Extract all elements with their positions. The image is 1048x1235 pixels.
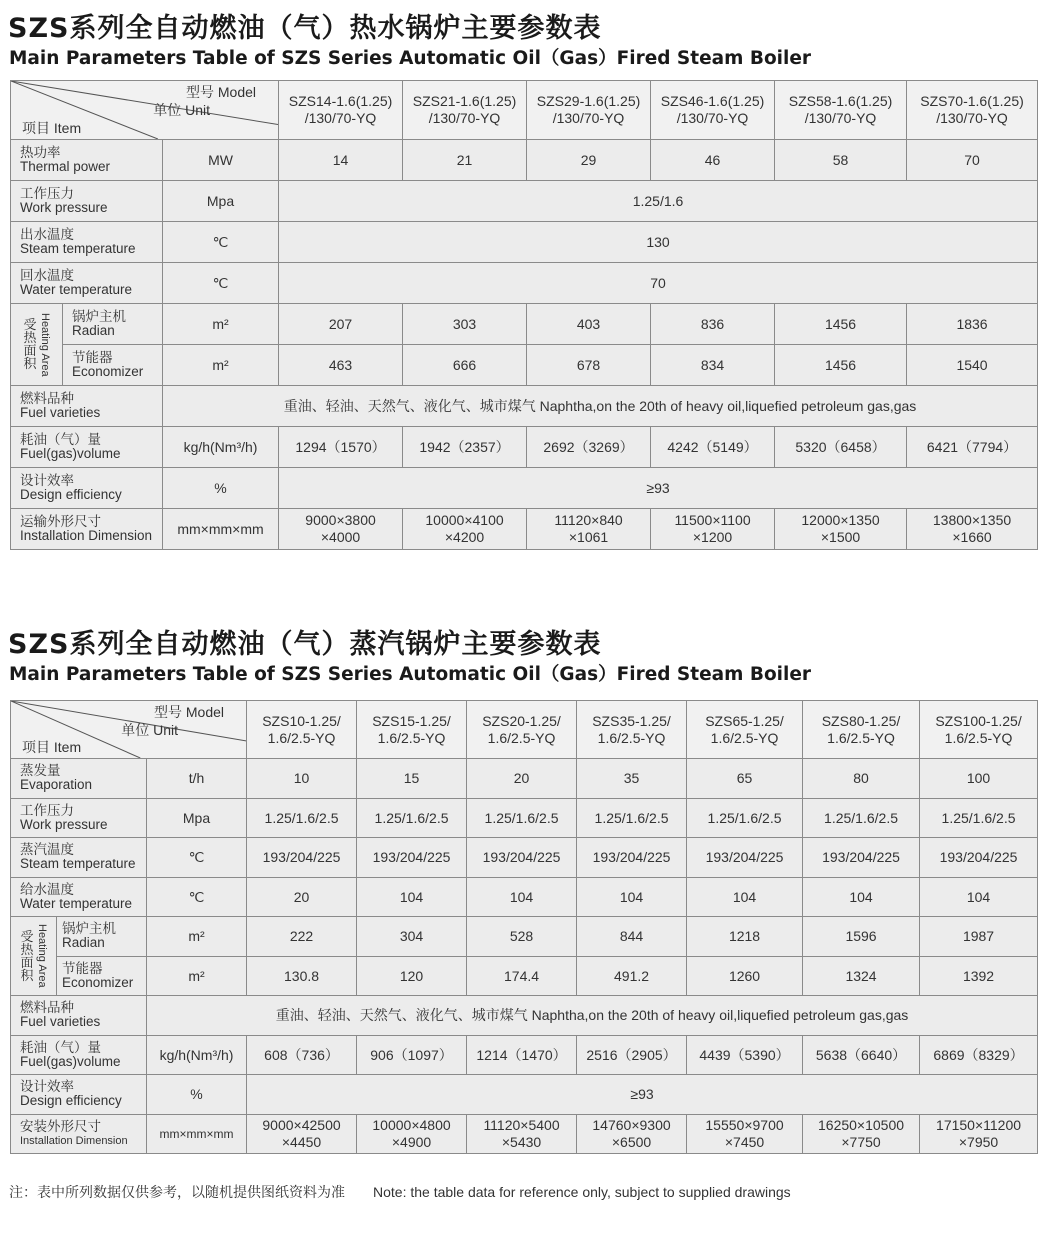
- header-item-label: 项目 Item: [22, 120, 82, 136]
- value-cell: 174.4: [467, 956, 577, 996]
- value-cell: 20: [247, 877, 357, 917]
- model-header: SZS80-1.25/ 1.6/2.5-YQ: [803, 701, 920, 759]
- value-cell: 104: [687, 877, 803, 917]
- value-cell: 20: [467, 759, 577, 799]
- fuel-varieties-cell: 重油、轻油、天然气、液化气、城市煤气 Naphtha,on the 20th of heavy oil,liquefied petroleum gas,gas: [163, 386, 1038, 427]
- footnote-en: Note: the table data for reference only, subject to supplied drawings: [373, 1184, 791, 1200]
- table-row: [11, 263, 1038, 304]
- hot-water-title-en: Main Parameters Table of SZS Series Automatic Oil（Gas）Fired Steam Boiler: [9, 48, 812, 69]
- value-cell: 21: [403, 140, 527, 181]
- value-cell: 1456: [775, 304, 907, 345]
- table-row: [11, 222, 1038, 263]
- table-row: [11, 1075, 1038, 1115]
- value-cell: 120: [357, 956, 467, 996]
- table-row: [11, 386, 1038, 427]
- value-cell: 463: [279, 345, 403, 386]
- value-cell: 10000×4100 ×4200: [403, 509, 527, 550]
- header-diagonal-cell: [11, 701, 247, 759]
- row-label: 耗油（气）量 Fuel(gas)volume: [11, 1035, 147, 1075]
- row-label: 燃料品种 Fuel varieties: [11, 996, 147, 1036]
- row-label: 给水温度 Water temperature: [11, 877, 147, 917]
- row-label: 运输外形尺寸 Installation Dimension: [11, 509, 163, 550]
- row-label: 出水温度 Steam temperature: [11, 222, 163, 263]
- row-label: 节能器 Economizer: [63, 345, 163, 386]
- heating-area-label: 受热面积 Heating Area: [11, 304, 63, 386]
- value-cell: 1.25/1.6/2.5: [577, 798, 687, 838]
- value-cell: 4439（5390）: [687, 1035, 803, 1075]
- value-cell: 10: [247, 759, 357, 799]
- table-row: [11, 759, 1038, 799]
- table-row: [11, 304, 1038, 345]
- value-cell: 1214（1470）: [467, 1035, 577, 1075]
- model-header: SZS21-1.6(1.25) /130/70-YQ: [403, 81, 527, 140]
- value-cell: 303: [403, 304, 527, 345]
- header-unit-label: 单位 Unit: [153, 102, 211, 118]
- value-cell: 1.25/1.6/2.5: [803, 798, 920, 838]
- row-label: 节能器 Economizer: [57, 956, 147, 996]
- unit-cell: ℃: [147, 838, 247, 878]
- value-cell: 104: [467, 877, 577, 917]
- unit-cell: mm×mm×mm: [147, 1114, 247, 1154]
- value-cell: 5638（6640）: [803, 1035, 920, 1075]
- value-cell: 1836: [907, 304, 1038, 345]
- value-cell: 17150×11200 ×7950: [920, 1114, 1038, 1154]
- table-row: [11, 1035, 1038, 1075]
- unit-cell: %: [147, 1075, 247, 1115]
- value-cell: 6421（7794）: [907, 427, 1038, 468]
- value-cell: 491.2: [577, 956, 687, 996]
- value-cell: 1.25/1.6/2.5: [687, 798, 803, 838]
- value-cell: 1294（1570）: [279, 427, 403, 468]
- value-cell: 29: [527, 140, 651, 181]
- value-cell: 834: [651, 345, 775, 386]
- value-cell: 193/204/225: [687, 838, 803, 878]
- value-cell: 1987: [920, 917, 1038, 957]
- value-cell: 14760×9300 ×6500: [577, 1114, 687, 1154]
- value-cell: 130.8: [247, 956, 357, 996]
- value-cell: 844: [577, 917, 687, 957]
- model-header: SZS15-1.25/ 1.6/2.5-YQ: [357, 701, 467, 759]
- model-header: SZS58-1.6(1.25) /130/70-YQ: [775, 81, 907, 140]
- value-cell: 130: [279, 222, 1038, 263]
- value-cell: 1.25/1.6/2.5: [357, 798, 467, 838]
- value-cell: 13800×1350 ×1660: [907, 509, 1038, 550]
- header-model-label: 型号 Model: [186, 84, 257, 100]
- table-row: [11, 140, 1038, 181]
- row-label: 设计效率 Design efficiency: [11, 468, 163, 509]
- row-label: 设计效率 Design efficiency: [11, 1075, 147, 1115]
- hot-water-title-cn: SZS系列全自动燃油（气）热水锅炉主要参数表: [8, 13, 602, 44]
- table-row: [11, 509, 1038, 550]
- row-label: 燃料品种 Fuel varieties: [11, 386, 163, 427]
- value-cell: 2692（3269）: [527, 427, 651, 468]
- row-label: 锅炉主机 Radian: [63, 304, 163, 345]
- table-row: [11, 468, 1038, 509]
- hot-water-parameters-table: [10, 80, 1038, 550]
- footnote: [9, 1182, 791, 1202]
- unit-cell: m²: [163, 345, 279, 386]
- value-cell: 70: [907, 140, 1038, 181]
- row-label: 蒸发量 Evaporation: [11, 759, 147, 799]
- value-cell: 1324: [803, 956, 920, 996]
- value-cell: ≥93: [247, 1075, 1038, 1115]
- value-cell: 80: [803, 759, 920, 799]
- value-cell: 58: [775, 140, 907, 181]
- value-cell: 2516（2905）: [577, 1035, 687, 1075]
- model-header: SZS46-1.6(1.25) /130/70-YQ: [651, 81, 775, 140]
- value-cell: 1.25/1.6: [279, 181, 1038, 222]
- value-cell: 906（1097）: [357, 1035, 467, 1075]
- table-row: [11, 345, 1038, 386]
- value-cell: 9000×42500 ×4450: [247, 1114, 357, 1154]
- value-cell: 1260: [687, 956, 803, 996]
- unit-cell: kg/h(Nm³/h): [147, 1035, 247, 1075]
- row-label: 安装外形尺寸 Installation Dimension: [11, 1114, 147, 1154]
- value-cell: 193/204/225: [803, 838, 920, 878]
- value-cell: 12000×1350 ×1500: [775, 509, 907, 550]
- value-cell: 100: [920, 759, 1038, 799]
- model-header: SZS14-1.6(1.25) /130/70-YQ: [279, 81, 403, 140]
- value-cell: 11500×1100 ×1200: [651, 509, 775, 550]
- row-label: 工作压力 Work pressure: [11, 798, 147, 838]
- table-row: [11, 181, 1038, 222]
- unit-cell: kg/h(Nm³/h): [163, 427, 279, 468]
- table-row: [11, 877, 1038, 917]
- row-label: 回水温度 Water temperature: [11, 263, 163, 304]
- model-header: SZS29-1.6(1.25) /130/70-YQ: [527, 81, 651, 140]
- value-cell: 11120×840 ×1061: [527, 509, 651, 550]
- value-cell: 104: [803, 877, 920, 917]
- unit-cell: Mpa: [147, 798, 247, 838]
- model-header: SZS20-1.25/ 1.6/2.5-YQ: [467, 701, 577, 759]
- value-cell: 5320（6458）: [775, 427, 907, 468]
- value-cell: 304: [357, 917, 467, 957]
- value-cell: 1.25/1.6/2.5: [247, 798, 357, 838]
- value-cell: 207: [279, 304, 403, 345]
- value-cell: 104: [577, 877, 687, 917]
- value-cell: 35: [577, 759, 687, 799]
- unit-cell: m²: [163, 304, 279, 345]
- value-cell: 1218: [687, 917, 803, 957]
- value-cell: 14: [279, 140, 403, 181]
- value-cell: 222: [247, 917, 357, 957]
- table-row: [11, 1114, 1038, 1154]
- value-cell: 11120×5400 ×5430: [467, 1114, 577, 1154]
- header-item-label: 项目 Item: [22, 739, 82, 755]
- header-diagonal-cell: [11, 81, 279, 140]
- value-cell: 403: [527, 304, 651, 345]
- table-row: [11, 798, 1038, 838]
- value-cell: 46: [651, 140, 775, 181]
- value-cell: 193/204/225: [577, 838, 687, 878]
- value-cell: 1596: [803, 917, 920, 957]
- fuel-varieties-cell: 重油、轻油、天然气、液化气、城市煤气 Naphtha,on the 20th of heavy oil,liquefied petroleum gas,gas: [147, 996, 1038, 1036]
- unit-cell: ℃: [163, 222, 279, 263]
- steam-parameters-table: [10, 700, 1038, 1154]
- value-cell: 608（736）: [247, 1035, 357, 1075]
- row-label: 工作压力 Work pressure: [11, 181, 163, 222]
- value-cell: 6869（8329）: [920, 1035, 1038, 1075]
- value-cell: 15550×9700 ×7450: [687, 1114, 803, 1154]
- value-cell: 193/204/225: [467, 838, 577, 878]
- value-cell: 10000×4800 ×4900: [357, 1114, 467, 1154]
- header-model-label: 型号 Model: [154, 704, 225, 720]
- row-label: 热功率 Thermal power: [11, 140, 163, 181]
- model-header: SZS10-1.25/ 1.6/2.5-YQ: [247, 701, 357, 759]
- table-row: [11, 838, 1038, 878]
- unit-cell: m²: [147, 956, 247, 996]
- value-cell: 1392: [920, 956, 1038, 996]
- heating-area-label: 受热面积 Heating Area: [11, 917, 57, 996]
- value-cell: 193/204/225: [357, 838, 467, 878]
- value-cell: 16250×10500 ×7750: [803, 1114, 920, 1154]
- header-unit-label: 单位 Unit: [121, 722, 179, 738]
- model-header: SZS35-1.25/ 1.6/2.5-YQ: [577, 701, 687, 759]
- value-cell: 678: [527, 345, 651, 386]
- model-header: SZS70-1.6(1.25) /130/70-YQ: [907, 81, 1038, 140]
- unit-cell: %: [163, 468, 279, 509]
- steam-title-cn: SZS系列全自动燃油（气）蒸汽锅炉主要参数表: [8, 629, 602, 660]
- value-cell: 1942（2357）: [403, 427, 527, 468]
- model-header: SZS65-1.25/ 1.6/2.5-YQ: [687, 701, 803, 759]
- value-cell: 104: [357, 877, 467, 917]
- footnote-cn: 注：表中所列数据仅供参考，以随机提供图纸资料为准: [9, 1184, 345, 1200]
- row-label: 耗油（气）量 Fuel(gas)volume: [11, 427, 163, 468]
- value-cell: 528: [467, 917, 577, 957]
- table-row: [11, 917, 1038, 957]
- table-row: [11, 427, 1038, 468]
- unit-cell: m²: [147, 917, 247, 957]
- value-cell: 666: [403, 345, 527, 386]
- value-cell: 1.25/1.6/2.5: [467, 798, 577, 838]
- value-cell: ≥93: [279, 468, 1038, 509]
- value-cell: 193/204/225: [247, 838, 357, 878]
- model-header: SZS100-1.25/ 1.6/2.5-YQ: [920, 701, 1038, 759]
- value-cell: 836: [651, 304, 775, 345]
- value-cell: 104: [920, 877, 1038, 917]
- value-cell: 1.25/1.6/2.5: [920, 798, 1038, 838]
- value-cell: 4242（5149）: [651, 427, 775, 468]
- value-cell: 65: [687, 759, 803, 799]
- value-cell: 70: [279, 263, 1038, 304]
- unit-cell: ℃: [163, 263, 279, 304]
- unit-cell: t/h: [147, 759, 247, 799]
- steam-title-en: Main Parameters Table of SZS Series Automatic Oil（Gas）Fired Steam Boiler: [9, 664, 812, 685]
- table-row: [11, 996, 1038, 1036]
- value-cell: 1540: [907, 345, 1038, 386]
- unit-cell: mm×mm×mm: [163, 509, 279, 550]
- value-cell: 15: [357, 759, 467, 799]
- table-row: [11, 956, 1038, 996]
- row-label: 锅炉主机 Radian: [57, 917, 147, 957]
- value-cell: 1456: [775, 345, 907, 386]
- unit-cell: ℃: [147, 877, 247, 917]
- unit-cell: MW: [163, 140, 279, 181]
- value-cell: 193/204/225: [920, 838, 1038, 878]
- unit-cell: Mpa: [163, 181, 279, 222]
- row-label: 蒸汽温度 Steam temperature: [11, 838, 147, 878]
- value-cell: 9000×3800 ×4000: [279, 509, 403, 550]
